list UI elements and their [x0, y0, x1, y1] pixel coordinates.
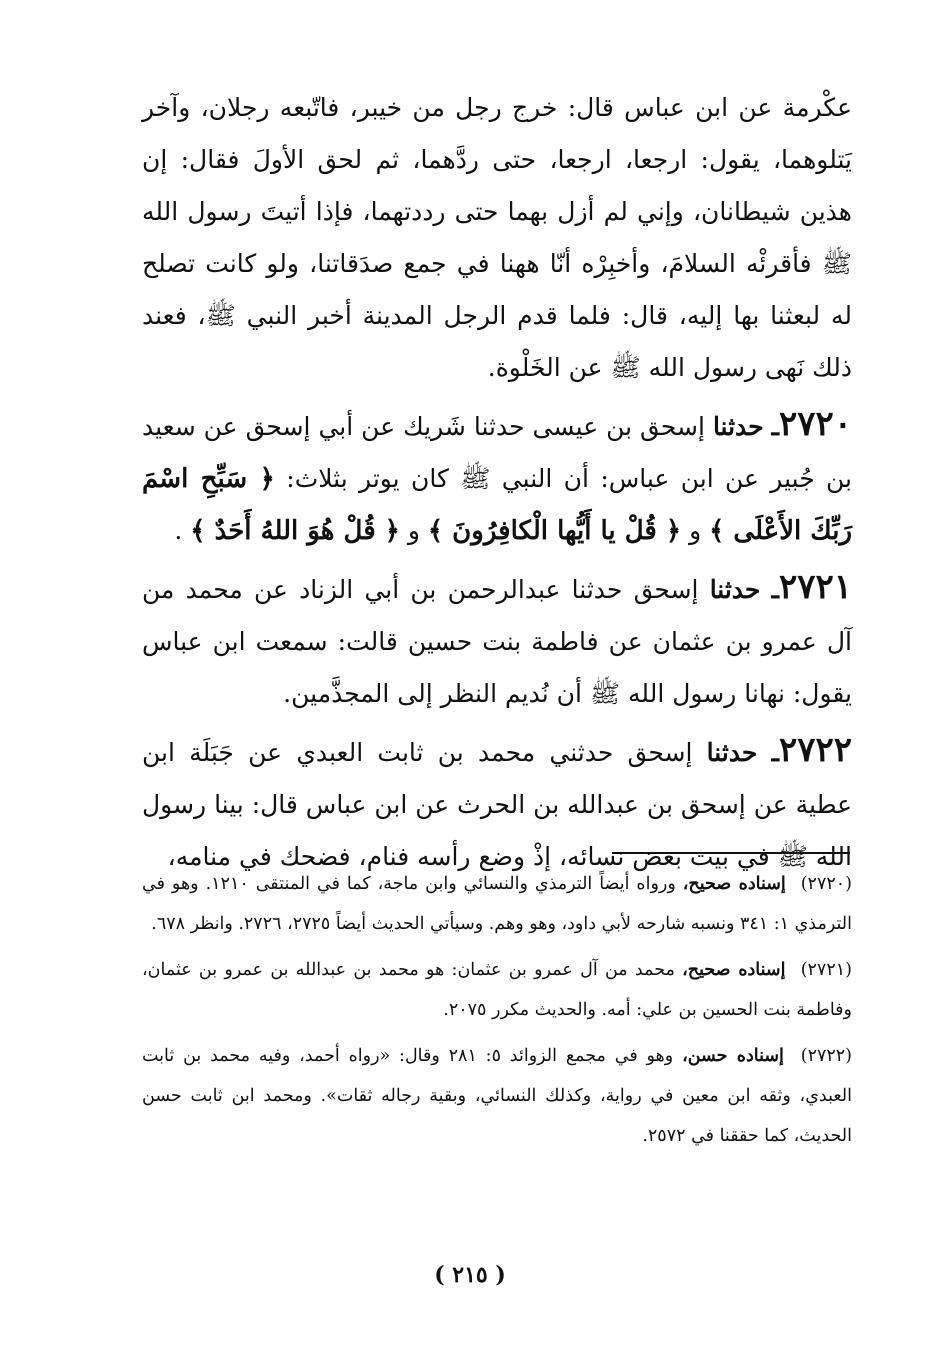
hadith-text: إسحق حدثني محمد بن ثابت العبدي عن جَبَلَة ابن عطية عن إسحق بن عبدالله بن الحرث عن ابن عباس قال: بينا رسول الله ﷺ في بيت بعض نسائه، إذْ وضع رأسه فنام، فضحك في منامه، [142, 738, 852, 871]
main-text [142, 82, 852, 883]
hadith-dash: ـ [771, 738, 779, 767]
hadith-number: ٢٧٢١ [778, 567, 852, 607]
hadith-2722 [142, 724, 852, 883]
quran-verse: ﴿ قُلْ هُوَ اللهُ أَحَدٌ ﴾ [190, 516, 400, 546]
conjunction: و [407, 516, 420, 545]
footnote-grade: إسناده صحيح، [682, 874, 786, 894]
footnote-grade: إسناده حسن، [682, 1046, 784, 1066]
hadith-2721 [142, 561, 852, 720]
hadith-number: ٢٧٢٠ [778, 404, 852, 444]
footnote-text: ورواه أيضاً الترمذي والنسائي وابن ماجة، كما في المنتقى ١٢١٠. وهو في الترمذي ١: ٣٤١ ونسبه شارحه لأبي داود، وهو وهم. وسيأتي الحديث أيضاً ٢٧٢٥، ٢٧٢٦. وانظر ٦٧٨. [142, 874, 852, 934]
footnote-2722 [142, 1036, 852, 1156]
footnote-text: وهو في مجمع الزوائد ٥: ٢٨١ وقال: «رواه أحمد، وفيه محمد بن ثابت العبدي، وثقه ابن معين في رواية، وكذلك النسائي، وبقية رجاله ثقات». ومحمد ابن ثابت حسن الحديث، كما حققنا في ٢٥٧٢. [142, 1046, 852, 1146]
hadith-lead: حدثنا [706, 738, 758, 767]
footnote-number: (٢٧٢٠) [800, 874, 852, 894]
hadith-dash: ـ [771, 575, 779, 604]
sentence-end: . [174, 516, 183, 545]
footnote-grade: إسناده صحيح، [682, 960, 786, 980]
footnotes [142, 864, 852, 1162]
hadith-continuation: عكْرمة عن ابن عباس قال: خرج رجل من خيبر، فاتّبعه رجلان، وآخر يَتلوهما، يقول: ارجعا، ارجعا، حتى ردَّهما، ثم لحق الأولَ فقال: إن هذين شيطانان، وإني لم أزل بهما حتى رددتهما، فإذا أتيتَ رسول الله ﷺ فأقرئْه السلامَ، وأخبِرْه أنّا ههنا في جمع صدَقاتنا، ولو كانت تصلح له لبعثنا بها إليه، قال: فلما قدم الرجل المدينة أخبر النبي ﷺ، فعند ذلك نَهى رسول الله ﷺ عن الخَلْوة. [142, 93, 852, 382]
hadith-text: إسحق بن عيسى حدثنا شَريك عن أبي إسحق عن سعيد بن جُبير عن ابن عباس: أن النبي ﷺ كان يوتر بثلاث: [142, 412, 852, 493]
hadith-2720 [142, 398, 852, 557]
conjunction: و [689, 516, 702, 545]
quran-verse: ﴿ قُلْ يا أَيُّها الْكافِرُونَ ﴾ [427, 516, 682, 546]
footnote-text: محمد من آل عمرو بن عثمان: هو محمد بن عبدالله بن عمرو بن عثمان، وفاطمة بنت الحسين بن علي: أمه. والحديث مكرر ٢٠٧٥. [142, 960, 852, 1020]
hadith-number: ٢٧٢٢ [778, 730, 853, 770]
footnote-number: (٢٧٢٢) [800, 1046, 852, 1066]
hadith-dash: ـ [771, 412, 779, 441]
footnote-number: (٢٧٢١) [800, 960, 852, 980]
hadith-lead: حدثنا [709, 575, 761, 604]
footnote-divider [612, 852, 850, 854]
hadith-lead: حدثنا [712, 412, 764, 441]
quran-verse: ﴿ سَبِّحِ اسْمَ رَبِّكَ الأَعْلَى ﴾ [142, 464, 852, 546]
footnote-2720 [142, 864, 852, 944]
hadith-text: إسحق حدثنا عبدالرحمن بن أبي الزناد عن محمد من آل عمرو بن عثمان عن فاطمة بنت حسين قالت: سمعت ابن عباس يقول: نهانا رسول الله ﷺ أن نُديم النظر إلى المجذَّمين. [142, 575, 852, 708]
page-number: ( ٢١٥ ) [434, 1262, 506, 1288]
footnote-2721 [142, 950, 852, 1030]
